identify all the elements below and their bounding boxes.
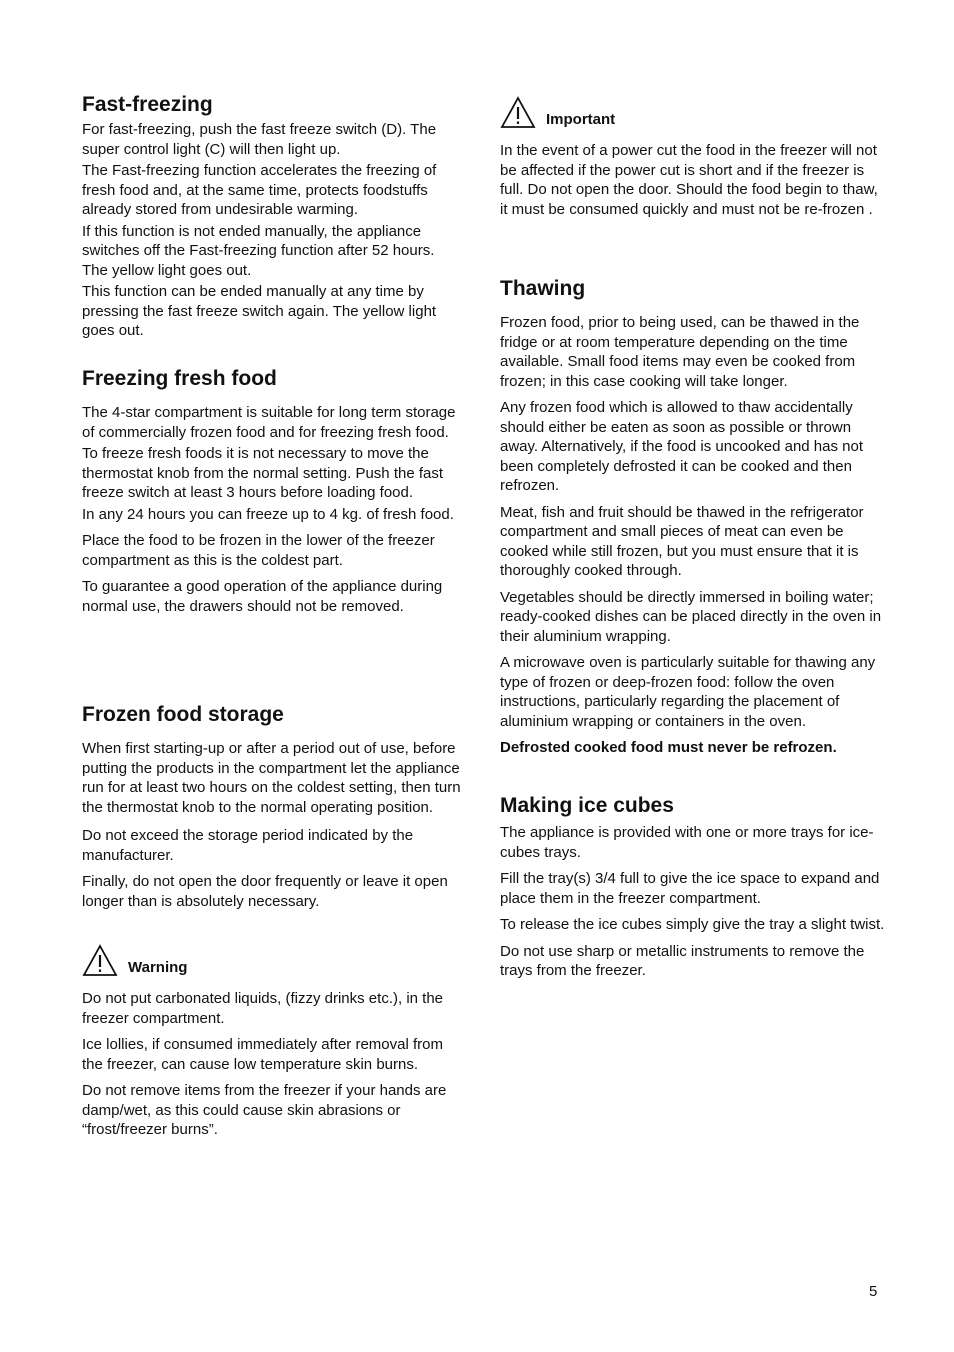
section-freezing-fresh-food: [82, 367, 464, 623]
heading-freezing-fresh-food: Freezing fresh food: [82, 367, 277, 390]
heading-frozen-food-storage: Frozen food storage: [82, 703, 284, 726]
paragraph: Do not put carbonated liquids, (fizzy drinks etc.), in the freezer compartment.: [82, 990, 444, 1027]
paragraph: Fill the tray(s) 3/4 full to give the ice space to expand and place them in the freezer compartment.: [500, 870, 880, 907]
important-notice: [500, 96, 885, 129]
section-important: [500, 96, 885, 226]
paragraph: Do not use sharp or metallic instruments to remove the trays from the freezer.: [500, 942, 865, 979]
paragraph: Finally, do not open the door frequently or leave it open longer than is absolutely necessary.: [82, 873, 448, 910]
paragraph: If this function is not ended manually, the appliance switches off the Fast-freezing function after 52 hours. The yellow light goes out.: [82, 222, 435, 279]
warning-triangle-icon: [500, 96, 536, 129]
section-making-ice-cubes: [500, 794, 885, 988]
paragraph: The appliance is provided with one or more trays for ice-cubes trays.: [500, 824, 874, 861]
paragraph: In the event of a power cut the food in the freezer will not be affected if the power cut is short and if the freezer is full. Do not open the door. Should the food begin to thaw, it must be consumed quickly and must not be re-frozen .: [500, 142, 878, 218]
paragraph: In any 24 hours you can freeze up to 4 kg. of fresh food.: [82, 505, 454, 523]
warning-label: Warning: [128, 959, 188, 976]
heading-fast-freezing: Fast-freezing: [82, 93, 213, 116]
bold-note: Defrosted cooked food must never be refrozen.: [500, 739, 837, 756]
paragraph: Meat, fish and fruit should be thawed in the refrigerator compartment and small pieces of meat can even be cooked while still frozen, but you must ensure that it is thoroughly cooked through.: [500, 503, 864, 579]
paragraph: To guarantee a good operation of the appliance during normal use, the drawers should not be removed.: [82, 578, 443, 615]
paragraph: For fast-freezing, push the fast freeze switch (D). The super control light (C) will then light up.: [82, 121, 437, 158]
section-frozen-food-storage: [82, 703, 464, 918]
warning-triangle-icon: [82, 944, 118, 977]
paragraph: Vegetables should be directly immersed in boiling water; ready-cooked dishes can be placed directly in the oven in their aluminium wrapping.: [500, 588, 882, 645]
important-label: Important: [546, 111, 616, 128]
section-warning: [82, 944, 464, 1147]
paragraph: Frozen food, prior to being used, can be thawed in the fridge or at room temperature depending on the time available. Small food items may even be cooked from frozen; in this case cooking will take longer.: [500, 314, 860, 390]
paragraph: To release the ice cubes simply give the tray a slight twist.: [500, 916, 885, 933]
page-number: 5: [869, 1283, 878, 1300]
heading-making-ice-cubes: Making ice cubes: [500, 794, 674, 817]
paragraph: Do not exceed the storage period indicated by the manufacturer.: [82, 827, 414, 864]
section-fast-freezing: [82, 93, 464, 343]
paragraph: Place the food to be frozen in the lower of the freezer compartment as this is the coldest part.: [82, 532, 435, 569]
section-thawing: [500, 277, 885, 765]
paragraph: When first starting-up or after a period out of use, before putting the products in the compartment let the appliance run for at least two hours on the coldest setting, then turn the thermostat knob to the normal operating position.: [82, 740, 461, 816]
paragraph: To freeze fresh foods it is not necessary to move the thermostat knob from the normal setting. Push the fast freeze switch at least 3 hours before loading food.: [82, 445, 444, 501]
paragraph: Ice lollies, if consumed immediately after removal from the freezer, can cause low temperature skin burns.: [82, 1036, 443, 1073]
paragraph: Do not remove items from the freezer if your hands are damp/wet, as this could cause skin abrasions or “frost/freezer burns”.: [82, 1082, 447, 1138]
paragraph: Any frozen food which is allowed to thaw accidentally should either be eaten as soon as possible or thrown away. Alternatively, if the food is uncooked and has not been completely defrosted it can be cooked and then refrozen.: [500, 399, 864, 494]
warning-notice: [82, 944, 464, 977]
paragraph: A microwave oven is particularly suitable for thawing any type of frozen or deep-frozen food: follow the oven instructions, particularly regarding the placement of aluminium wrapping or containers in the oven.: [500, 654, 876, 730]
paragraph: The Fast-freezing function accelerates the freezing of fresh food and, at the same time, protects foodstuffs already stored from undesirable warming.: [82, 162, 437, 218]
paragraph: This function can be ended manually at any time by pressing the fast freeze switch again. The yellow light goes out.: [82, 283, 437, 339]
paragraph: The 4-star compartment is suitable for long term storage of commercially frozen food and for freezing fresh food.: [82, 404, 456, 441]
heading-thawing: Thawing: [500, 277, 586, 300]
